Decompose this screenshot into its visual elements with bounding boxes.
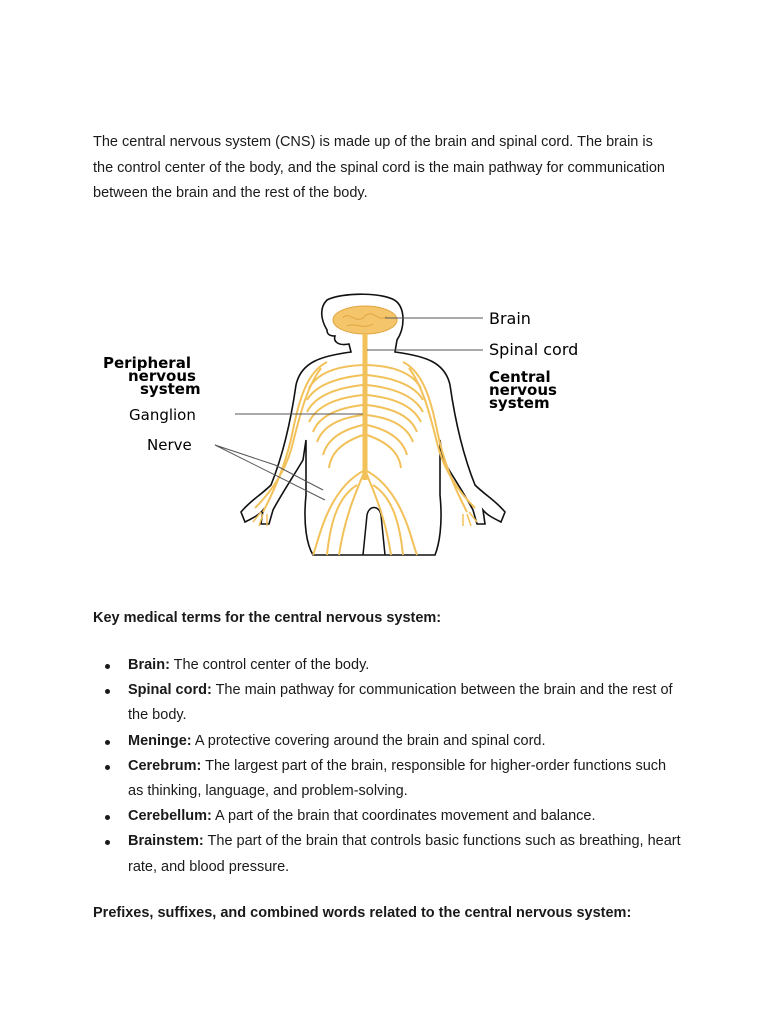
label-cns-line1: Central (489, 368, 551, 386)
list-item (93, 754, 683, 804)
list-item (93, 804, 683, 829)
terms-heading: Key medical terms for the central nervous system: (93, 610, 442, 626)
term-definition: The part of the brain that controls basic functions such as breathing, heart rate, and blood pressure. (128, 833, 681, 875)
term-definition: The main pathway for communication between the brain and the rest of the body. (128, 682, 673, 724)
term-definition: A part of the brain that coordinates movement and balance. (211, 808, 596, 825)
term-definition: A protective covering around the brain and spinal cord. (191, 732, 546, 749)
nervous-system-diagram (95, 290, 625, 560)
term-label: Cerebellum: (128, 808, 212, 825)
list-item (93, 653, 683, 678)
label-spinal-cord: Spinal cord (489, 340, 579, 359)
label-ganglion: Ganglion (129, 406, 196, 424)
list-item (93, 729, 683, 754)
label-pns-line1: Peripheral (103, 354, 191, 372)
label-pns-line2: nervous (128, 367, 196, 385)
term-label: Cerebrum: (128, 757, 202, 774)
prefixes-heading: Prefixes, suffixes, and combined words related to the central nervous system: (93, 905, 632, 921)
term-label: Brainstem: (128, 833, 204, 850)
term-definition: The control center of the body. (169, 657, 370, 673)
term-definition: The largest part of the brain, responsible for higher-order functions such as thinking, language, and problem-solving. (128, 757, 667, 800)
terms-list (93, 653, 683, 880)
list-item (93, 829, 683, 879)
nervous-system-illustration (95, 290, 625, 560)
term-label: Meninge: (128, 732, 192, 749)
brain-shape (333, 306, 397, 334)
term-label: Brain: (128, 657, 170, 673)
hands (253, 512, 477, 526)
list-item (93, 678, 683, 728)
label-cns-line2: nervous (489, 381, 557, 399)
label-nerve: Nerve (147, 436, 192, 454)
label-pns-line3: system (140, 380, 201, 398)
label-brain: Brain (489, 309, 531, 328)
label-cns-line3: system (489, 394, 550, 412)
term-label: Spinal cord: (128, 682, 212, 699)
intro-paragraph: The central nervous system (CNS) is made up of the brain and spinal cord. The brain is the control center of the body, and the spinal cord is the main pathway for communication between the brain and the rest of the body. (93, 134, 665, 201)
